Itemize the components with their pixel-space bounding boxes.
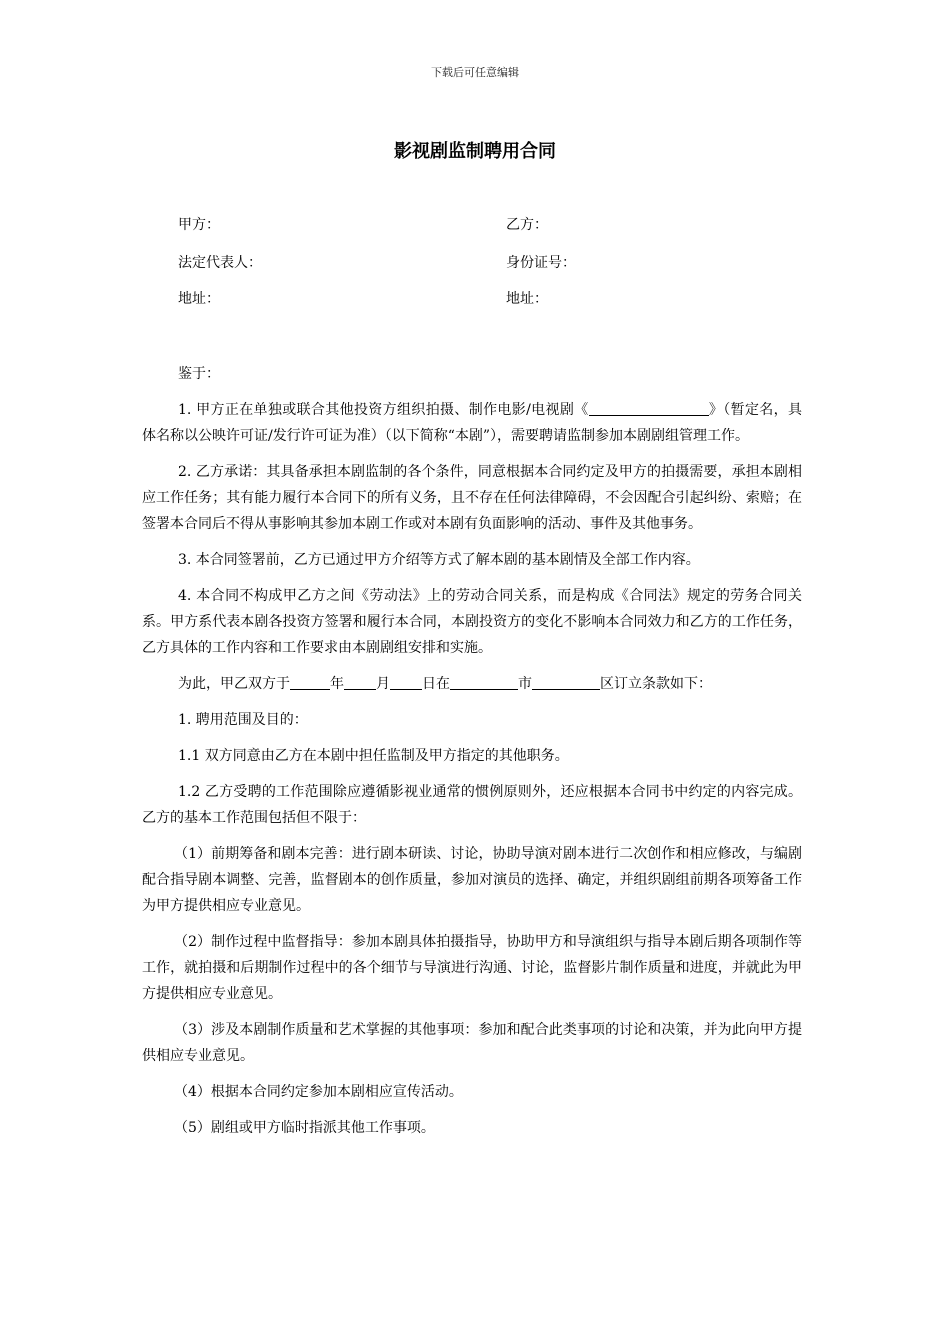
p1-text-a: 1. 甲方正在单独或联合其他投资方组织拍摄、制作电影/电视剧《 (178, 402, 589, 418)
scope-item-2: （2）制作过程中监督指导：参加本剧具体拍摄指导，协助甲方和导演组织与指导本剧后期各项制作等工作，就拍摄和后期制作过程中的各个细节与导演进行沟通、讨论，监督影片制作质量和进度，并就此为甲方提供相应专业意见。 (142, 934, 802, 1002)
drama-name-blank (589, 399, 709, 416)
address-a-label: 地址： (178, 291, 220, 307)
party-row-1 (178, 214, 548, 234)
scope-item-5: （5）剧组或甲方临时指派其他工作事项。 (174, 1120, 435, 1136)
sign-text-a: 为此，甲乙双方于 (178, 676, 290, 692)
document-title: 影视剧监制聘用合同 (394, 141, 556, 162)
district-blank (532, 673, 600, 690)
section-1-2: 1.2 乙方受聘的工作范围除应遵循影视业通常的惯例原则外，还应根据本合同书中约定的内容完成。乙方的基本工作范围包括但不限于： (142, 784, 802, 826)
day-blank (390, 673, 422, 690)
whereas-heading: 鉴于： (178, 366, 220, 382)
city-blank (450, 673, 518, 690)
clause-p3: 3. 本合同签署前，乙方已通过甲方介绍等方式了解本剧的基本剧情及全部工作内容。 (178, 552, 700, 568)
clause-p2: 2. 乙方承诺：其具备承担本剧监制的各个条件，同意根据本合同约定及甲方的拍摄需要，承担本剧相应工作任务；其有能力履行本合同下的所有义务，且不存在任何法律障碍，不会因配合引起纠纷、索赔；在签署本合同后不得从事影响其参加本剧工作或对本剧有负面影响的活动、事件及其他事务。 (142, 464, 802, 532)
section-1-1: 1.1 双方同意由乙方在本剧中担任监制及甲方指定的其他职务。 (178, 748, 569, 764)
scope-item-1: （1）前期筹备和剧本完善：进行剧本研读、讨论，协助导演对剧本进行二次创作和相应修改，与编剧配合指导剧本调整、完善，监督剧本的创作质量，参加对演员的选择、确定，并组织剧组前期各项筹备工作为甲方提供相应专业意见。 (142, 846, 802, 914)
id-number-label: 身份证号： (506, 255, 576, 271)
p1-text-b: 》（暂定名，具体名称以公映许可证/发行许可证为准）（以下简称“本剧”），需要聘请监制参加本剧剧组管理工作。 (142, 402, 803, 444)
party-row-2 (178, 252, 576, 272)
sign-city: 市 (518, 676, 532, 692)
sign-month: 月 (376, 676, 390, 692)
legal-rep-label: 法定代表人： (178, 255, 262, 271)
signing-line (142, 671, 802, 697)
contract-body (142, 361, 802, 1151)
month-blank (344, 673, 376, 690)
sign-year: 年 (330, 676, 344, 692)
clause-p4: 4. 本合同不构成甲乙方之间《劳动法》上的劳动合同关系，而是构成《合同法》规定的劳务合同关系。甲方系代表本剧各投资方签署和履行本合同，本剧投资方的变化不影响本合同效力和乙方的工作任务，乙方具体的工作内容和工作要求由本剧剧组安排和实施。 (142, 588, 802, 656)
page-header-note: 下载后可任意编辑 (431, 66, 519, 79)
party-b-label: 乙方： (506, 217, 548, 233)
clause-p1 (142, 397, 802, 449)
year-blank (290, 673, 330, 690)
scope-item-4: （4）根据本合同约定参加本剧相应宣传活动。 (174, 1084, 463, 1100)
sign-district: 区订立条款如下： (600, 676, 712, 692)
scope-item-3: （3）涉及本剧制作质量和艺术掌握的其他事项：参加和配合此类事项的讨论和决策，并为此向甲方提供相应专业意见。 (142, 1022, 802, 1064)
party-a-label: 甲方： (178, 217, 220, 233)
party-row-3 (178, 288, 548, 308)
section-1-heading: 1. 聘用范围及目的： (178, 712, 308, 728)
address-b-label: 地址： (506, 291, 548, 307)
sign-day: 日在 (422, 676, 450, 692)
